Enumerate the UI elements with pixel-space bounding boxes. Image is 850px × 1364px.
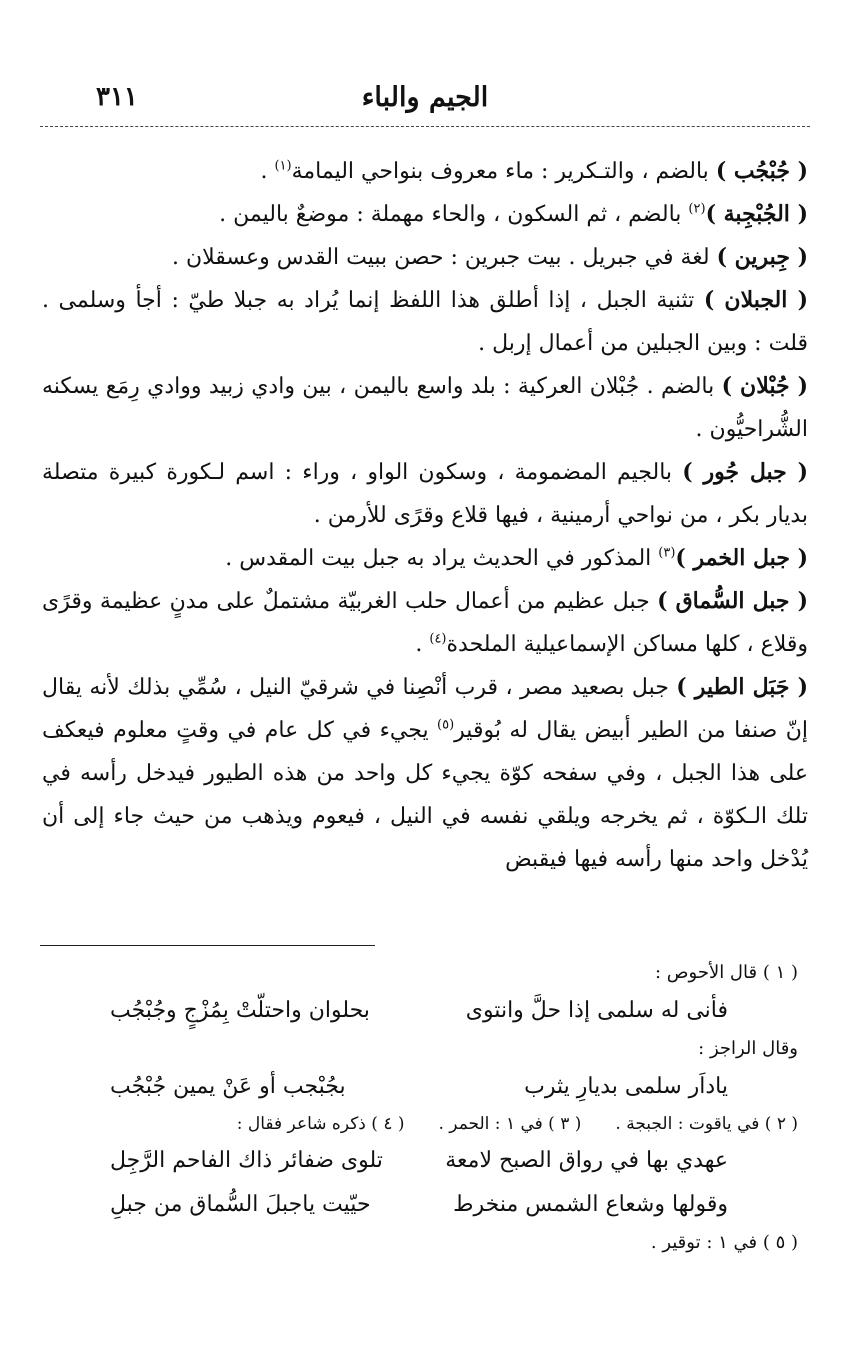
entry-aljabalan [42,279,808,365]
footnote-marker: (٣) [658,545,676,561]
footnote-1-intro: ( ١ ) قال الأحوص : [654,962,798,983]
verse-line [40,1139,798,1183]
entry-text-end: . [415,632,430,657]
verse-line [40,1183,798,1227]
entry-term: ( جبل جُور ) [682,459,808,485]
page-header [40,78,810,118]
entry-term: ( جُبْلان ) [721,373,808,399]
entry-jublan [42,365,808,451]
entry-jabal-altayr [42,666,808,881]
footnote-marker: (٢) [688,201,706,217]
entry-text: بالضم ، والتـكرير : ماء معروف بنواحي اليمامة [291,159,716,184]
verse-hemistich-second: تلوى ضفائر ذاك الفاحم الرَّجِل [110,1148,383,1173]
footnote-4: ( ٤ ) ذكره شاعر فقال : [236,1114,405,1134]
entry-text-end: . [260,159,275,184]
entry-text: تثنية الجبل ، إذا أطلق هذا اللفظ إنما يُراد به جبلا طيّ : أجأ وسلمى . قلت : وبين الجبلين من أعمال إربل . [42,288,808,356]
footnote-3: ( ٣ ) في ١ : الحمر . [438,1114,582,1134]
footnote-1-intro-2: وقال الراجز : [698,1038,798,1059]
footnote-2: ( ٢ ) في ياقوت : الجبجة . [615,1114,798,1134]
entry-text: جبل بصعيد مصر ، قرب أنْصِنا في شرقيّ النيل ، سُمِّي بذلك لأنه يقال إنّ صنفا من الطير أبيض يقال له بُوقير [42,675,808,743]
verse-hemistich-first: فأنى له سلمى إذا حلَّ وانتوى [465,998,728,1023]
entry-term: ( جَبَل الطير ) [676,674,808,700]
footnotes [40,957,798,1259]
footnote-marker: (٤) [429,631,447,647]
entry-term: ( جبل السُّماق ) [657,588,808,614]
entry-text: بالضم . جُبْلان العركية : بلد واسع باليمن ، بين وادي زبيد ووادي رِمَع يسكنه الشُّراحيُّون . [42,374,808,442]
footnote-divider [40,945,375,946]
verse-hemistich-first: وقولها وشعاع الشمس منخرط [453,1192,728,1217]
running-title: الجيم والباء [361,82,489,113]
verse-line [40,989,798,1033]
dictionary-entries [42,150,808,881]
entry-term: ( جبل الخمر ) [675,545,808,571]
header-divider [40,126,810,127]
footnote-marker: (٥) [437,717,455,733]
footnote-5: ( ٥ ) في ١ : توقير . [650,1232,798,1253]
page-number: ٣١١ [96,82,138,112]
entry-text: بالضم ، ثم السكون ، والحاء مهملة : موضعٌ باليمن . [219,202,689,227]
verse-hemistich-second: حيّيت ياجبلَ السُّماق من جبلِ [110,1192,371,1217]
entry-text: المذكور في الحديث يراد به جبل بيت المقدس . [225,546,659,571]
entry-term: ( جِبرين ) [716,244,808,270]
entry-jabal-alkhamr [42,537,808,580]
verse-line [40,1065,798,1109]
entry-aljubjiba [42,193,808,236]
entry-term: ( جُبْجُب ) [715,158,808,184]
entry-text: بالجيم المضمومة ، وسكون الواو ، وراء : اسم لـكورة كبيرة متصلة بديار بكر ، من نواحي أرمينية ، فيها قلاع وقرًى للأرمن . [42,460,808,528]
verse-hemistich-second: بحلوان واحتلّتْ بِمُزْجٍ وجُبْجُب [110,998,370,1023]
entry-text: لغة في جبريل . بيت جبرين : حصن ببيت القدس وعسقلان . [171,245,717,270]
verse-hemistich-first: عهدي بها في رواق الصبح لامعة [445,1148,728,1173]
entry-term: ( الجُبْجِبة ) [705,201,808,227]
entry-jabal-alsummaq [42,580,808,666]
entry-text: جبل عظيم من أعمال حلب الغربيّة مشتملٌ على مدنٍ عظيمة وقرًى وقلاع ، كلها مساكن الإسماعيلية الملحدة [42,589,808,657]
entry-jabal-jur [42,451,808,537]
verse-hemistich-first: ياداَر سلمى بديارِ يثرب [524,1074,728,1099]
entry-term: ( الجبلان ) [703,287,808,313]
verse-hemistich-second: بجُبْجب أو عَنْ يمين جُبْجُب [110,1074,346,1099]
entry-jibrin [42,236,808,279]
entry-jubjub [42,150,808,193]
footnote-refs-line [40,1109,798,1139]
footnote-marker: (١) [274,158,292,174]
entry-text-end: يجيء في كل عام في وقتٍ معلوم فيعكف على هذا الجبل ، وفي سفحه كوّة يجيء كل واحد من هذه الطيور فيدخل رأسه في تلك الـكوّة ، ثم يخرجه ويلقي نفسه في النيل ، فيعوم ويذهب من حيث جاء إلى أن يُدْخل واحد منها رأسه فيها فيقبض [42,718,808,872]
